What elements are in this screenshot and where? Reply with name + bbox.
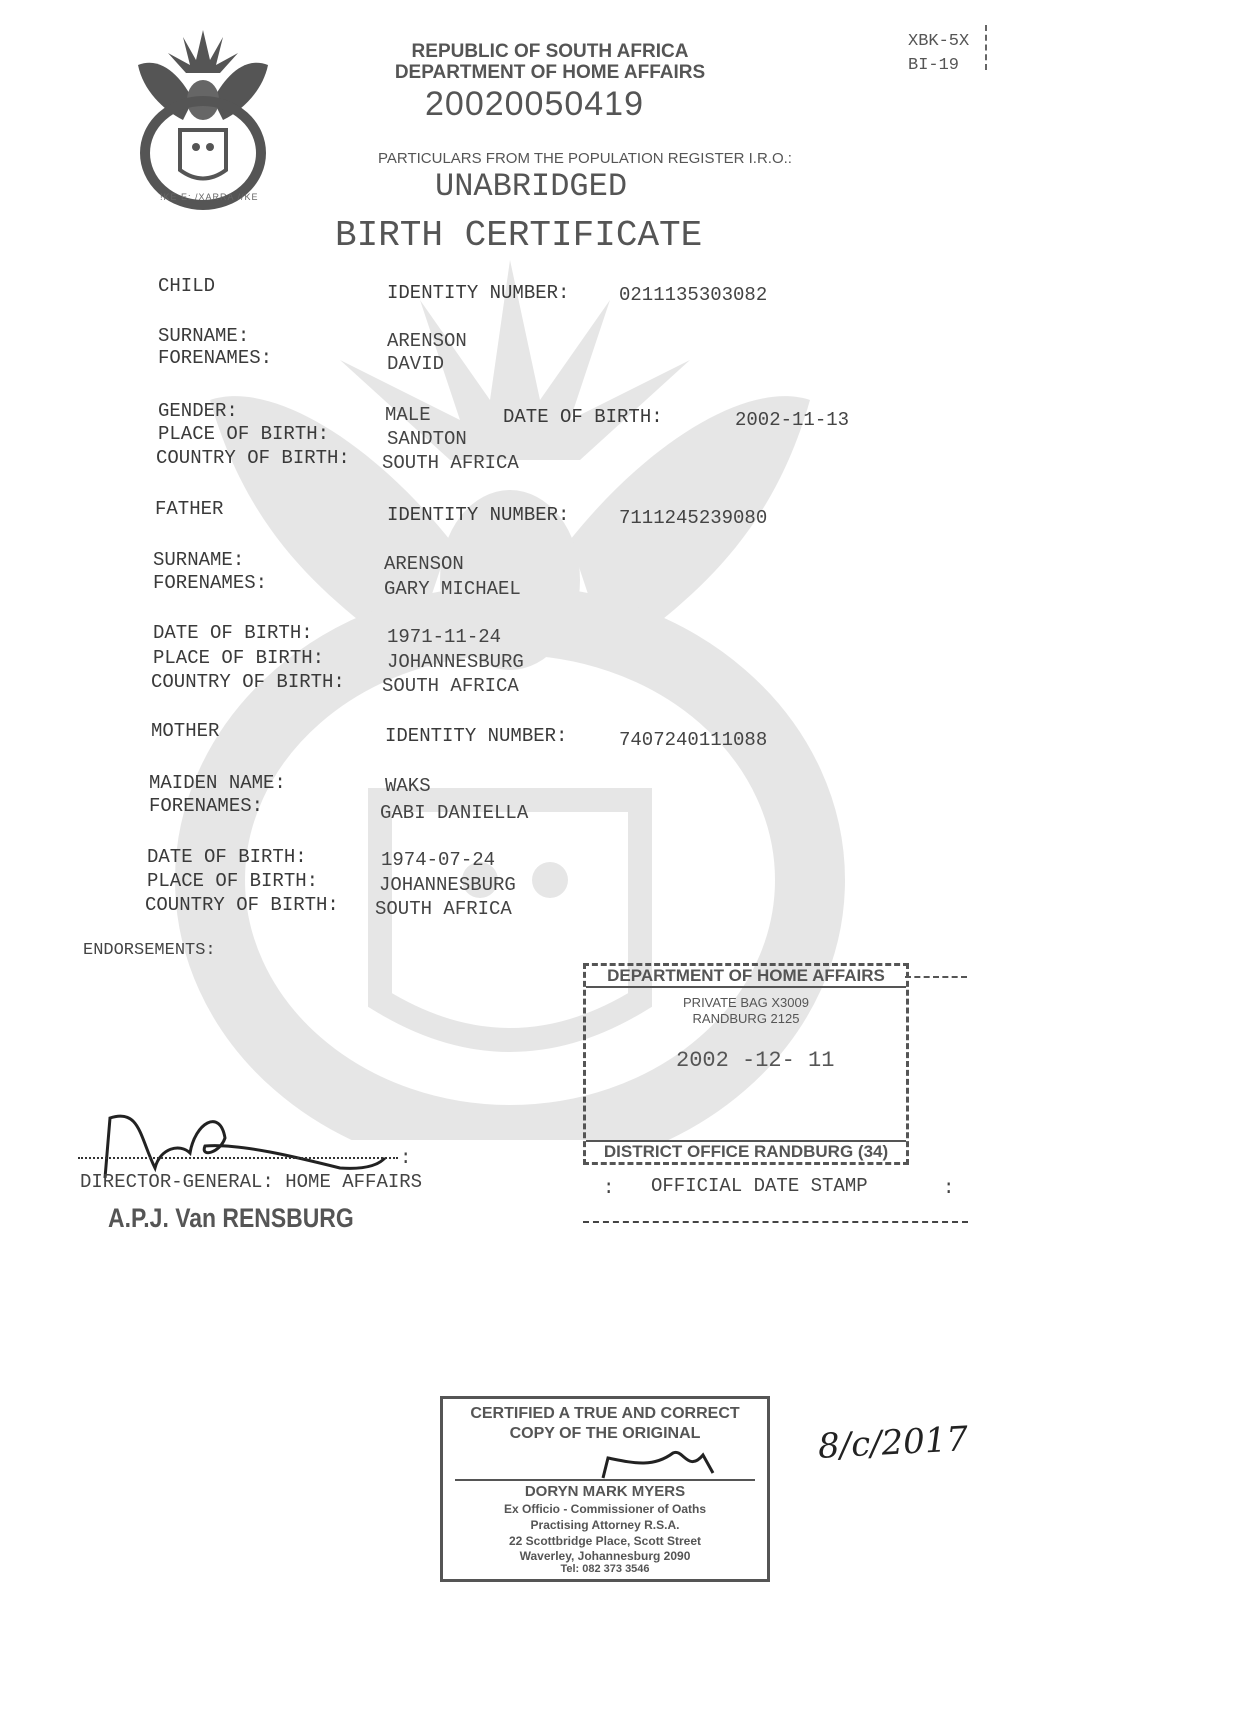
father-pob-label: PLACE OF BIRTH: (153, 647, 325, 669)
father-id-value: 7111245239080 (619, 507, 768, 529)
child-id-label: IDENTITY NUMBER: (387, 282, 570, 304)
handwritten-date: 8/c/2017 (817, 1419, 970, 1467)
father-forenames: GARY MICHAEL (384, 578, 521, 600)
stamp-department: DEPARTMENT OF HOME AFFAIRS (586, 966, 906, 988)
endorsements-label: ENDORSEMENTS: (83, 941, 216, 960)
child-pob: SANDTON (387, 428, 467, 450)
father-surname: ARENSON (384, 553, 464, 575)
signatory-title: DIRECTOR-GENERAL: HOME AFFAIRS (80, 1171, 423, 1193)
official-date-stamp-label: OFFICIAL DATE STAMP (651, 1175, 868, 1197)
mother-maiden-label: MAIDEN NAME: (149, 772, 286, 794)
commissioner-tel: Tel: 082 373 3546 (560, 1563, 650, 1575)
commissioner-practising: Practising Attorney R.S.A. (530, 1518, 680, 1532)
certified-copy-stamp (440, 1396, 770, 1582)
child-surname: ARENSON (387, 330, 467, 352)
mother-heading: MOTHER (151, 720, 220, 742)
child-surname-label: SURNAME: (158, 325, 250, 347)
father-id-label: IDENTITY NUMBER: (387, 504, 570, 526)
document-title: BIRTH CERTIFICATE (335, 215, 703, 256)
mother-cob: SOUTH AFRICA (375, 898, 512, 920)
mother-dob: 1974-07-24 (381, 849, 496, 871)
official-date-colon-right: : (943, 1177, 955, 1199)
father-forenames-label: FORENAMES: (153, 572, 268, 594)
mother-pob: JOHANNESBURG (379, 874, 516, 896)
mother-forenames-label: FORENAMES: (149, 795, 264, 817)
mother-pob-label: PLACE OF BIRTH: (147, 870, 319, 892)
child-gender: MALE (385, 404, 431, 426)
header-republic: REPUBLIC OF SOUTH AFRICA (411, 41, 689, 62)
commissioner-address: 22 Scottbridge Place, Scott Street (508, 1534, 702, 1548)
stamp-line-extension (905, 976, 967, 978)
mother-forenames: GABI DANIELLA (380, 802, 529, 824)
father-dob: 1971-11-24 (387, 626, 502, 648)
child-id-value: 0211135303082 (619, 284, 768, 306)
commissioner-city: Waverley, Johannesburg 2090 (519, 1549, 691, 1563)
commissioner-name: DORYN MARK MYERS (524, 1483, 686, 1500)
stamp-randburg: RANDBURG 2125 (692, 1011, 800, 1026)
certificate-number: 20020050419 (425, 85, 645, 123)
mother-id-value: 7407240111088 (619, 729, 768, 751)
signatory-name: A.P.J. Van RENSBURG (108, 1203, 354, 1233)
certified-divider (455, 1479, 755, 1481)
mother-dob-label: DATE OF BIRTH: (147, 846, 307, 868)
father-pob: JOHANNESBURG (387, 651, 524, 673)
commissioner-signature (593, 1443, 743, 1483)
signature-colon: : (400, 1147, 412, 1169)
father-surname-label: SURNAME: (153, 549, 245, 571)
mother-cob-label: COUNTRY OF BIRTH: (145, 894, 339, 916)
corner-code-bottom: BI-19 (908, 56, 960, 75)
child-dob-label: DATE OF BIRTH: (503, 406, 663, 428)
child-dob: 2002-11-13 (735, 409, 850, 431)
child-cob: SOUTH AFRICA (382, 452, 519, 474)
unabridged-label: UNABRIDGED (435, 168, 628, 205)
mother-id-label: IDENTITY NUMBER: (385, 725, 568, 747)
particulars-label: PARTICULARS FROM THE POPULATION REGISTER I.R.O.: (378, 150, 792, 167)
stamp-date: 2002 -12- 11 (676, 1048, 835, 1073)
official-date-colon-left: : (603, 1177, 615, 1199)
certified-line2: COPY OF THE ORIGINAL (509, 1425, 701, 1442)
coat-motto: !KE E: /XARRA //KE (160, 192, 259, 202)
signature-line (78, 1157, 398, 1159)
father-heading: FATHER (155, 498, 224, 520)
office-date-stamp (583, 963, 909, 1165)
father-dob-label: DATE OF BIRTH: (153, 622, 313, 644)
corner-divider (985, 25, 987, 70)
stamp-district-office: DISTRICT OFFICE RANDBURG (34) (586, 1140, 906, 1162)
mother-maiden: WAKS (385, 775, 431, 797)
child-cob-label: COUNTRY OF BIRTH: (156, 447, 350, 469)
child-gender-label: GENDER: (158, 400, 238, 422)
child-forenames-label: FORENAMES: (158, 347, 273, 369)
header-department: DEPARTMENT OF HOME AFFAIRS (394, 62, 706, 83)
official-date-line (583, 1221, 968, 1223)
child-heading: CHILD (158, 275, 216, 297)
father-cob-label: COUNTRY OF BIRTH: (151, 671, 345, 693)
commissioner-role: Ex Officio - Commissioner of Oaths (503, 1502, 707, 1516)
father-cob: SOUTH AFRICA (382, 675, 519, 697)
child-forenames: DAVID (387, 353, 445, 375)
corner-code-top: XBK-5X (908, 32, 970, 51)
certified-line1: CERTIFIED A TRUE AND CORRECT (470, 1405, 740, 1422)
stamp-private-bag: PRIVATE BAG X3009 (683, 995, 809, 1010)
child-pob-label: PLACE OF BIRTH: (158, 423, 330, 445)
